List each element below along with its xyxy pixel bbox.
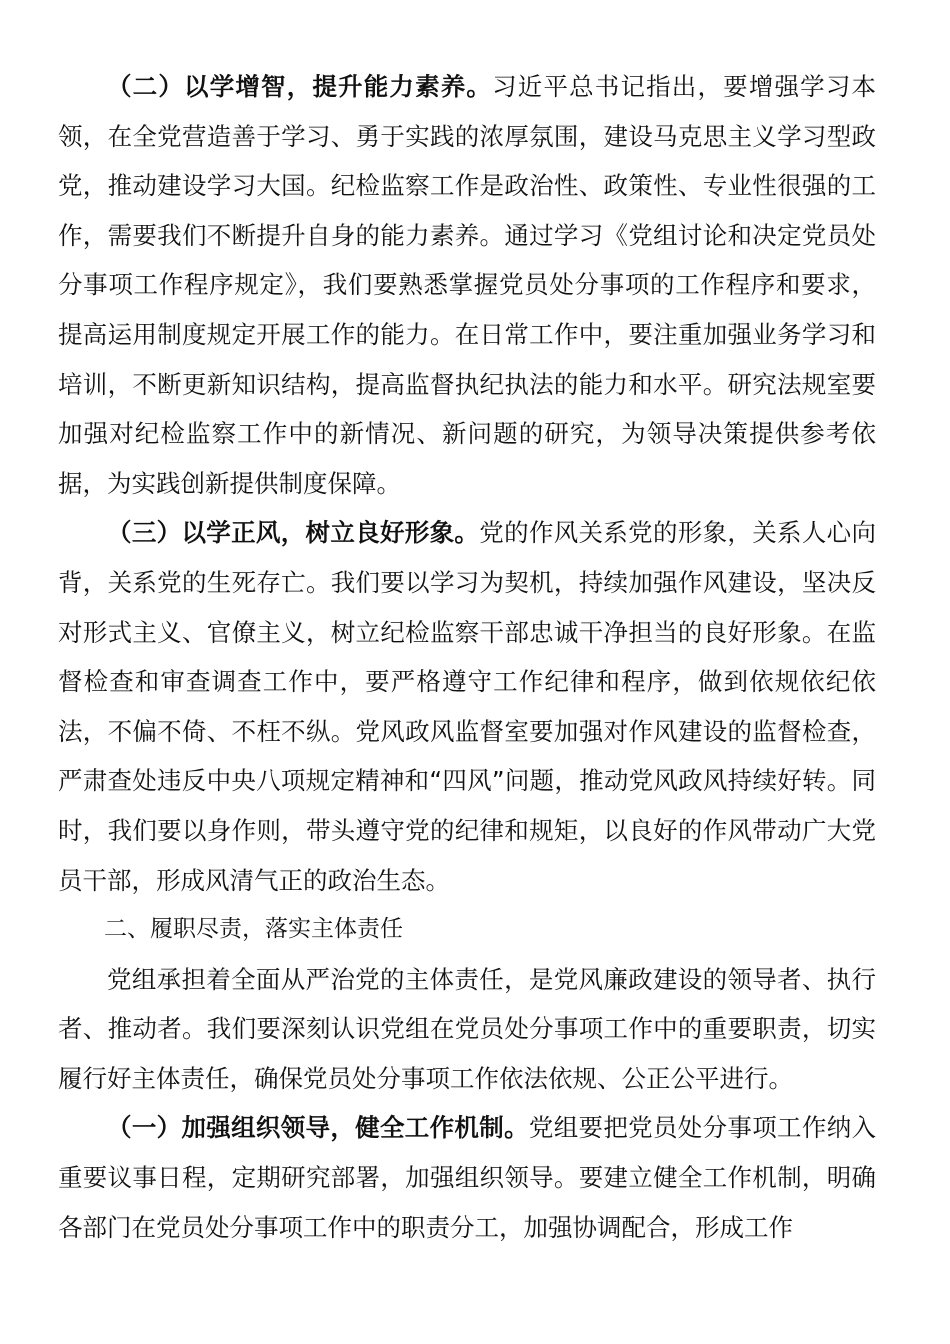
paragraph-party-group-responsibility bbox=[58, 955, 876, 1104]
paragraph-body: 党组要把党员处分事项工作纳入重要议事日程，定期研究部署，加强组织领导。要建立健全工作机制，明确各部门在党员处分事项工作中的职责分工，加强协调配合，形成工作 bbox=[58, 1113, 877, 1242]
paragraph-learning-style bbox=[58, 508, 876, 905]
section-heading: 二、履职尽责，落实主体责任 bbox=[104, 916, 403, 943]
paragraph-body: 党的作风关系党的形象，关系人心向背，关系党的生死存亡。我们要以学习为契机，持续加强作风建设，坚决反对形式主义、官僚主义，树立纪检监察干部忠诚干净担当的良好形象。在监督检查和审查调查工作中，要严格遵守工作纪律和程序，做到依规依纪依法，不偏不倚、不枉不纵。党风政风监督室要加强对作风建设的监督检查，严肃查处违反中央八项规定精神和“四风”问题，推动党风政风持续好转。同时，我们要以身作则，带头遵守党的纪律和规矩，以良好的作风带动广大党员干部，形成风清气正的政治生态。 bbox=[58, 518, 876, 895]
paragraph-organization-leadership bbox=[58, 1103, 876, 1252]
paragraph-body: 习近平总书记指出，要增强学习本领，在全党营造善于学习、勇于实践的浓厚氛围，建设马克思主义学习型政党，推动建设学习大国。纪检监察工作是政治性、政策性、专业性很强的工作，需要我们不断提升自身的能力素养。通过学习《党组讨论和决定党员处分事项工作程序规定》，我们要熟悉掌握党员处分事项的工作程序和要求，提高运用制度规定开展工作的能力。在日常工作中，要注重加强业务学习和培训，不断更新知识结构，提高监督执纪执法的能力和水平。研究法规室要加强对纪检监察工作中的新情况、新问题的研究，为领导决策提供参考依据，为实践创新提供制度保障。 bbox=[58, 72, 877, 498]
paragraph-learning-wisdom bbox=[58, 62, 876, 508]
document-page bbox=[58, 62, 876, 1252]
subsection-lead: （一）加强组织领导，健全工作机制。 bbox=[107, 1113, 529, 1143]
subsection-lead: （三）以学正风，树立良好形象。 bbox=[107, 518, 480, 548]
paragraph-body: 党组承担着全面从严治党的主体责任，是党风廉政建设的领导者、执行者、推动者。我们要深刻认识党组在党员处分事项工作中的重要职责，切实履行好主体责任，确保党员处分事项工作依法依规、公正公平进行。 bbox=[58, 964, 876, 1093]
subsection-lead: （二）以学增智，提升能力素养。 bbox=[107, 72, 493, 101]
